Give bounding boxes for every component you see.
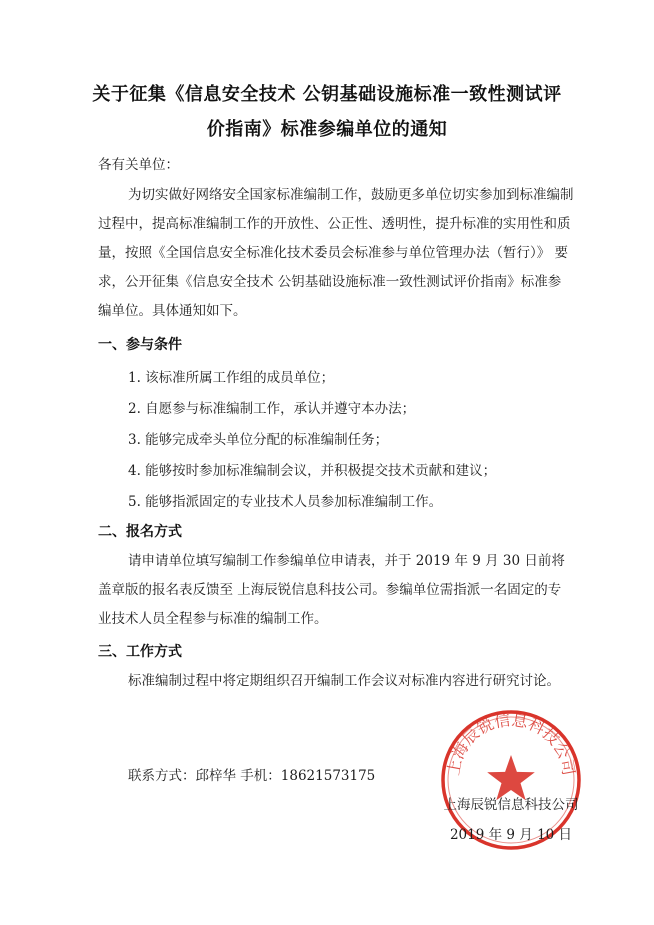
document-title-line-2: 价指南》标准参编单位的通知 — [206, 119, 448, 140]
intro-line-4: 求，公开征集《信息安全技术 公钥基础设施标准一致性测试评价指南》标准参 — [98, 274, 562, 290]
work-method-line-1: 标准编制过程中将定期组织召开编制工作会议对标准内容进行研究讨论。 — [128, 673, 560, 689]
contact-info: 联系方式：邱梓华 手机：18621573175 — [128, 768, 376, 784]
condition-item-2: 2. 自愿参与标准编制工作，承认并遵守本办法； — [128, 401, 416, 417]
section-2-heading: 二、报名方式 — [98, 524, 182, 540]
registration-line-3: 业技术人员全程参与标准的编制工作。 — [98, 611, 328, 627]
seal-text: 上海辰锐信息科技公司 — [443, 710, 579, 777]
condition-item-4: 4. 能够按时参加标准编制会议，并积极提交技术贡献和建议； — [128, 463, 497, 479]
intro-line-5: 编单位。具体通知如下。 — [98, 303, 247, 319]
condition-item-3: 3. 能够完成牵头单位分配的标准编制任务； — [128, 432, 389, 448]
intro-line-2: 过程中，提高标准编制工作的开放性、公正性、透明性，提升标准的实用性和质 — [98, 216, 571, 232]
signature-company: 上海辰锐信息科技公司 — [443, 797, 579, 813]
condition-item-1: 1. 该标准所属工作组的成员单位； — [128, 370, 335, 386]
salutation: 各有关单位： — [98, 157, 179, 173]
document-title-line-1: 关于征集《信息安全技术 公钥基础设施标准一致性测试评 — [92, 84, 562, 105]
condition-item-5: 5. 能够指派固定的专业技术人员参加标准编制工作。 — [128, 494, 443, 510]
signature-date: 2019 年 9 月 10 日 — [449, 827, 573, 843]
registration-line-2: 盖章版的报名表反馈至 上海辰锐信息科技公司。参编单位需指派一名固定的专 — [98, 582, 562, 598]
section-1-heading: 一、参与条件 — [98, 337, 182, 353]
intro-line-3: 量，按照《全国信息安全标准化技术委员会标准参与单位管理办法（暂行）》 要 — [98, 245, 569, 261]
section-3-heading: 三、工作方式 — [98, 644, 182, 660]
registration-line-1: 请申请单位填写编制工作参编单位申请表，并于 2019 年 9 月 30 日前将 — [128, 553, 565, 569]
intro-line-1: 为切实做好网络安全国家标准编制工作，鼓励更多单位切实参加到标准编制 — [128, 187, 574, 203]
